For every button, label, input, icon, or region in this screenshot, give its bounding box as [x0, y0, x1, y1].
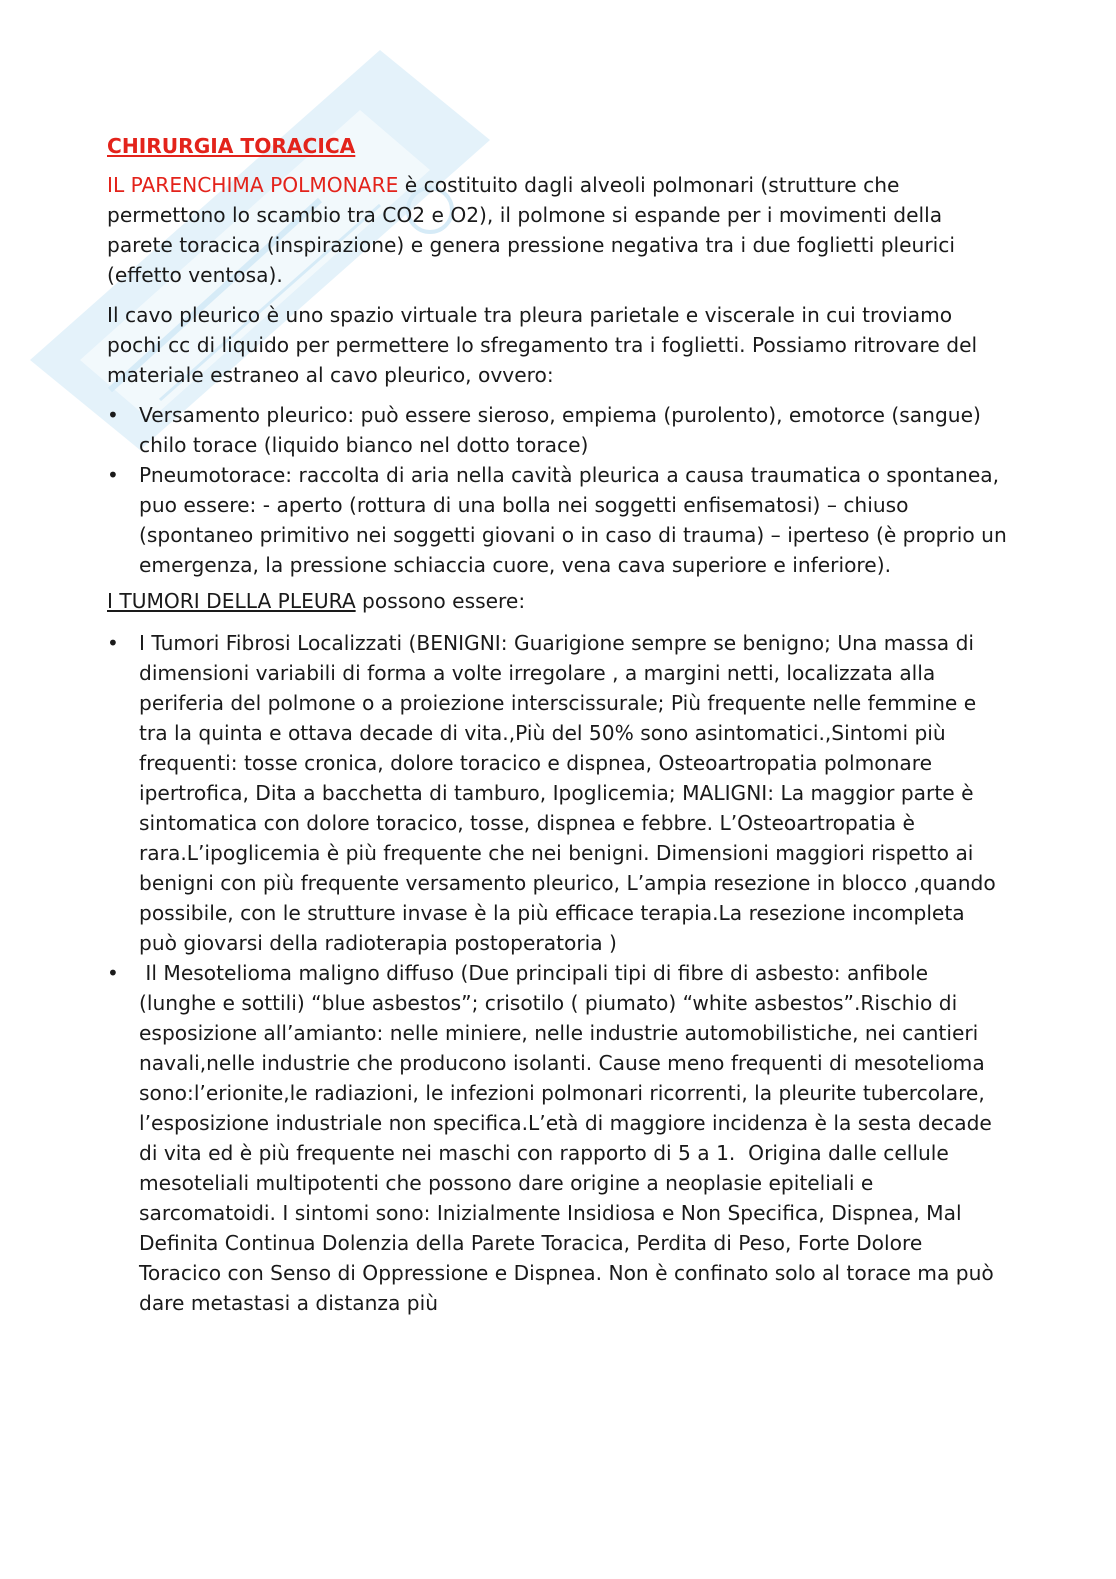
intro-text: è costituito dagli alveoli polmonari (strutture che permettono lo scambio tra CO2 e O2), il polmone si espande per i movimenti della parete toracica (inspirazione) e genera pressione negativa tra i due foglietti pleurici (effetto ventosa).	[107, 173, 955, 287]
section-heading: I TUMORI DELLA PLEURA	[107, 589, 356, 613]
list-item: • Pneumotorace: raccolta di aria nella cavità pleurica a causa traumatica o spontanea, puo essere: - aperto (rottura di una bolla nei soggetti enfisematosi) – chiuso (spontaneo primitivo nei soggetti giovani o in caso di trauma) – iperteso (è proprio un emergenza, la pressione schiaccia cuore, vena cava superiore e inferiore).	[107, 460, 1007, 580]
cavo-pleurico-paragraph: Il cavo pleurico è uno spazio virtuale tra pleura parietale e viscerale in cui troviamo pochi cc di liquido per permettere lo sfregamento tra i foglietti. Possiamo ritrovare del materiale estraneo al cavo pleurico, ovvero:	[107, 303, 978, 387]
list-item: • I Tumori Fibrosi Localizzati (BENIGNI: Guarigione sempre se benigno; Una massa di dimensioni variabili di forma a volte irregolare , a margini netti, localizzata alla periferia del polmone o a proiezione interscissurale; Più frequente nelle femmine e tra la quinta e ottava decade di vita.,Più del 50% sono asintomatici.,Sintomi più frequenti: tosse cronica, dolore toracico e dispnea, Osteoartropatia polmonare ipertrofica, Dita a bacchetta di tamburo, Ipoglicemia; MALIGNI: La maggior parte è sintomatica con dolore toracico, tosse, dispnea e febbre. L’Osteoartropatia è rara.L’ipoglicemia è più frequente che nei benigni. Dimensioni maggiori rispetto ai benigni con più frequente versamento pleurico, L’ampia resezione in blocco ,quando possibile, con le strutture invase è la più efficace terapia.La resezione incompleta può giovarsi della radioterapia postoperatoria )	[107, 628, 1007, 958]
intro-paragraph	[107, 170, 1007, 290]
document-title: CHIRURGIA TORACICA	[107, 134, 356, 158]
intro-highlight: IL PARENCHIMA POLMONARE	[107, 173, 399, 197]
list-item: • Il Mesotelioma maligno diffuso (Due principali tipi di fibre di asbesto: anfibole (lunghe e sottili) “blue asbestos”; crisotilo ( piumato) “white asbestos”.Rischio di esposizione all’amianto: nelle miniere, nelle industrie automobilistiche, nei cantieri navali,nelle industrie che producono isolanti. Cause meno frequenti di mesotelioma sono:l’erionite,le radiazioni, le infezioni polmonari ricorrenti, la pleurite tubercolare, l’esposizione industriale non specifica.L’età di maggiore incidenza è la sesta decade di vita ed è più frequente nei maschi con rapporto di 5 a 1. Origina dalle cellule mesoteliali multipotenti che possono dare origine a neoplasie epiteliali e sarcomatoidi. I sintomi sono: Inizialmente Insidiosa e Non Specifica, Dispnea, Mal Definita Continua Dolenzia della Parete Toracica, Perdita di Peso, Forte Dolore Toracico con Senso di Oppressione e Dispnea. Non è confinato solo al torace ma può dare metastasi a distanza più	[107, 958, 1007, 1318]
document-page	[107, 128, 1007, 1324]
section-heading-line	[107, 586, 1007, 616]
pleural-material-list	[107, 400, 1007, 580]
section-heading-rest: possono essere:	[355, 589, 526, 613]
tumor-types-list	[107, 628, 1007, 1318]
list-item: • Versamento pleurico: può essere sieroso, empiema (purolento), emotorce (sangue) chilo torace (liquido bianco nel dotto torace)	[107, 400, 1007, 460]
